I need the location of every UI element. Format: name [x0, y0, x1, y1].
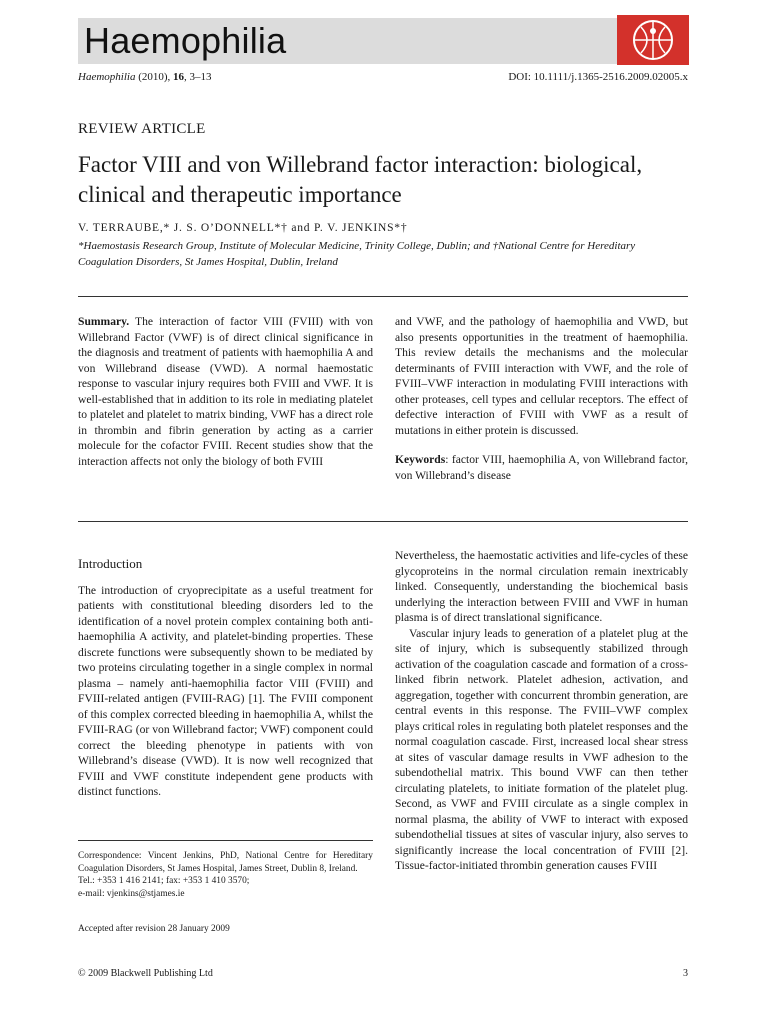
authors: V. TERRAUBE,* J. S. O’DONNELL*† and P. V. JENKINS*† — [78, 222, 408, 234]
keywords-label: Keywords — [395, 453, 446, 466]
summary-top-rule — [78, 296, 688, 297]
summary-left-text: The interaction of factor VIII (FVIII) with von Willebrand Factor (VWF) is of direct clinical significance in the diagnosis and treatment of patients with haemophilia A and von Willebrand disease (VWD). A normal haemostatic response to vascular injury requires both FVIII and VWF. It is well-established that in addition to its role in mediating platelet to platelet and platelet to matrix binding, VWF has a direct role in thrombin and fibrin generation by acting as a carrier molecule for the cofactor FVIII. Recent studies show that the interaction affects not only the biology of both FVIII — [78, 315, 373, 468]
doi[interactable]: DOI: 10.1111/j.1365-2516.2009.02005.x — [508, 71, 688, 83]
citation-volume: 16 — [173, 71, 185, 83]
summary-right-text: and VWF, and the pathology of haemophilia and VWD, but also presents opportunities in the treatment of haemophilia. This review details the mechanisms and the molecular determinants of FVIII interaction with VWF, and the role of FVIII–VWF interaction in modulating FVIII interactions with other proteases, cell types and cellular receptors. The effect of defective interaction of FVIII with VWF as a result of mutations in either protein is discussed. — [395, 315, 688, 437]
summary-right-column — [395, 314, 688, 483]
introduction-right-column — [395, 548, 688, 874]
introduction-paragraph-vascular: Vascular injury leads to generation of a platelet plug at the site of injury, which is subsequently stabilized through activation of the coagulation cascade and formation of a cross-linked fibrin network. Platelet adhesion, activation, and aggregation, together with concurrent thrombin generation, are central events in this response. The FVIII–VWF complex plays critical roles in regulating both platelet responses and the normal coagulation cascade. First, increased local shear stress at sites of vascular damage results in VWF adhesion to the subendothelial matrix. This bound VWF can then tether circulating platelets, to initiate formation of the platelet plug. Second, as VWF and FVIII circulate as a single complex in normal plasma, the ability of VWF to interact with exposed subendothelial tissues at sites of vascular injury, also serves to significantly increase the local concentration of FVIII [2]. Tissue-factor-initiated thrombin generation causes FVIII — [395, 626, 688, 872]
citation — [78, 71, 212, 83]
journal-title: Haemophilia — [84, 20, 287, 61]
summary-bottom-rule — [78, 521, 688, 522]
introduction-paragraph: The introduction of cryoprecipitate as a useful treatment for patients with constitutional bleeding disorders led to the identification of a novel protein complex containing both anti-haemophilia A activity, and platelet-binding properties. These discrete functions were subsequently shown to be mediated by two proteins circulating together in a single complex in normal plasma – namely anti-haemophilia factor VIII (FVIII) and FVIII-related antigen (FVIII-RAG) [1]. The FVIII component of this complex corrected bleeding in haemophilia A, whilst the FVIII-RAG (or von Willebrand factor; VWF) component could correct the bleeding phenotype in patients with von Willebrand’s disease (VWD). It is now well recognized that FVIII and VWF constitute independent gene products with distinct functions. — [78, 583, 373, 798]
citation-journal: Haemophilia — [78, 71, 136, 83]
article-title: Factor VIII and von Willebrand factor interaction: biological, clinical and therapeutic importance — [78, 152, 643, 207]
introduction-paragraph-continued: Nevertheless, the haemostatic activities and life-cycles of these glycoproteins in the normal circulation remain inextricably linked. Consequently, understanding the biochemical basis underlying the interaction between FVIII and VWF in human plasma is of direct translational significance. — [395, 549, 688, 624]
correspondence-contact: Tel.: +353 1 416 2141; fax: +353 1 410 3570; — [78, 876, 250, 886]
keywords-text: : factor VIII, haemophilia A, von Willebrand factor, von Willebrand’s disease — [395, 453, 688, 482]
correspondence-email[interactable]: e-mail: vjenkins@stjames.ie — [78, 888, 185, 899]
correspondence-rule — [78, 840, 373, 841]
citation-pages: , 3–13 — [184, 71, 212, 83]
journal-logo-icon — [617, 15, 689, 65]
correspondence-block — [78, 850, 373, 900]
article-type: REVIEW ARTICLE — [78, 121, 206, 137]
correspondence-text: Correspondence: Vincent Jenkins, PhD, National Centre for Hereditary Coagulation Disorders, St James Hospital, James Street, Dublin 8, Ireland. — [78, 851, 373, 874]
page-number: 3 — [683, 968, 688, 979]
summary-label: Summary. — [78, 315, 130, 328]
copyright: © 2009 Blackwell Publishing Ltd — [78, 968, 213, 979]
keywords — [395, 452, 688, 483]
summary-left-column — [78, 314, 373, 469]
accepted-date: Accepted after revision 28 January 2009 — [78, 924, 230, 934]
affiliation: *Haemostasis Research Group, Institute of Molecular Medicine, Trinity College, Dublin; and †National Centre for Hereditary Coagulation Disorders, St James Hospital, Dublin, Ireland — [78, 240, 636, 268]
introduction-heading: Introduction — [78, 556, 143, 571]
introduction-left-column — [78, 556, 373, 800]
citation-year: (2010), — [135, 71, 174, 83]
